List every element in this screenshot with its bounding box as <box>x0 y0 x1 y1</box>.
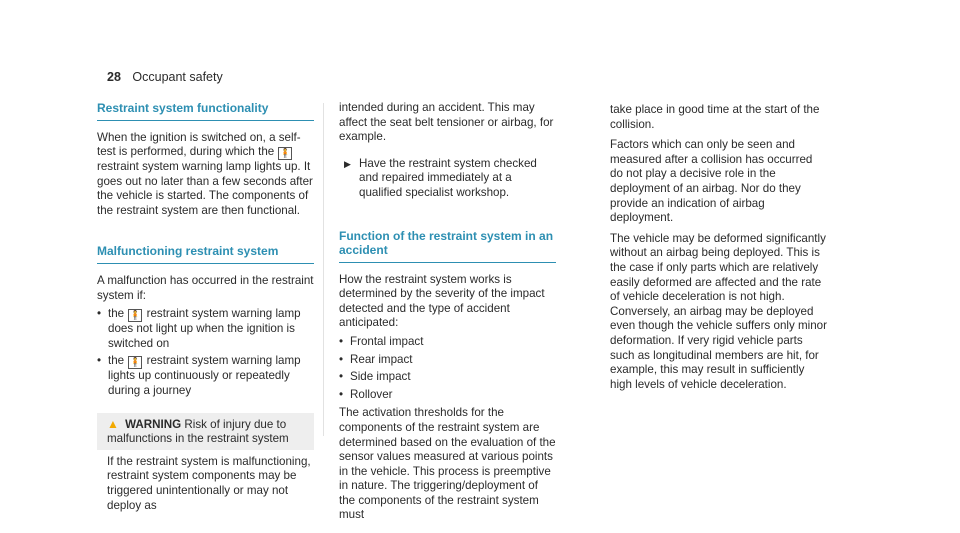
airbag-warning-icon: 🧍 <box>129 310 141 321</box>
column-1 <box>97 101 314 517</box>
column-3 <box>610 103 827 396</box>
paragraph-malfunction-intro: A malfunction has occurred in the restraint system if: <box>97 273 314 302</box>
list-item: • Rear impact <box>339 353 556 368</box>
heading-function-in-accident: Function of the restraint system in an accident <box>339 229 556 263</box>
warning-text: Risk of injury due to malfunctions in the restraint system <box>107 417 289 446</box>
instruction-step: ▶ Have the restraint system checked and repaired immediately at a qualified specialist workshop. <box>344 156 537 199</box>
paragraph-factors: Factors which can only be seen and measured after a collision has occurred do not play a decisive role in the deployment of an airbag. Nor do they provide an indication of airbag deployment. <box>610 138 813 225</box>
paragraph-activation-thresholds: The activation thresholds for the components of the restraint system are determined based on the evaluation of the sensor values measured at various points in the vehicle. This process is preemptive in nature. The triggering/deployment of the components of the restraint system must <box>339 406 556 522</box>
page-header <box>107 70 223 84</box>
list-item: • Side impact <box>339 370 556 385</box>
warning-triangle-icon: ▲ <box>107 416 119 431</box>
warning-box <box>97 413 314 450</box>
list-item: • the 🧍 restraint system warning lamp does not light up when the ignition is switched on <box>97 307 314 351</box>
paragraph-warning-detail: If the restraint system is malfunctioning, restraint system components may be triggered unintentionally or may not deploy as <box>107 454 311 512</box>
paragraph-collision-timing: take place in good time at the start of the collision. <box>610 103 820 131</box>
step-arrow-icon: ▶ <box>344 158 351 169</box>
list-item: • the 🧍 restraint system warning lamp lights up continuously or repeatedly during a journey <box>97 354 314 398</box>
paragraph-intended: intended during an accident. This may affect the seat belt tensioner or airbag, for example. <box>339 101 554 144</box>
list-item: • Rollover <box>339 388 556 403</box>
paragraph-how-it-works: How the restraint system works is determined by the severity of the impact detected and the type of accident anticipated: <box>339 272 545 330</box>
paragraph-self-test: When the ignition is switched on, a self-test is performed, during which the 🧍 restraint system warning lamp lights up. It goes out no later than a few seconds after the vehicle is started. The components of the restraint system are then functional. <box>97 130 313 217</box>
heading-restraint-functionality: Restraint system functionality <box>97 101 314 121</box>
page-number: 28 <box>107 70 121 84</box>
impact-list <box>339 335 556 402</box>
column-divider <box>323 103 324 436</box>
column-2 <box>339 101 556 527</box>
section-title: Occupant safety <box>132 70 223 84</box>
airbag-warning-icon: 🧍 <box>129 357 141 368</box>
heading-malfunctioning: Malfunctioning restraint system <box>97 244 314 264</box>
airbag-warning-icon: 🧍 <box>279 148 292 159</box>
paragraph-deformation: The vehicle may be deformed significantly without an airbag being deployed. This is the case if only parts which are relatively easily deformed are affected and the rate of vehicle deceleration is not high. Conversely, an airbag may be deployed even though the vehicle suffers only minor deformation. If very rigid vehicle parts such as longitudinal members are hit, for example, this may result in sufficiently high levels of vehicle deceleration. <box>610 231 827 391</box>
list-item: • Frontal impact <box>339 335 556 350</box>
warning-word: WARNING <box>125 417 182 431</box>
malfunction-list <box>97 307 314 398</box>
